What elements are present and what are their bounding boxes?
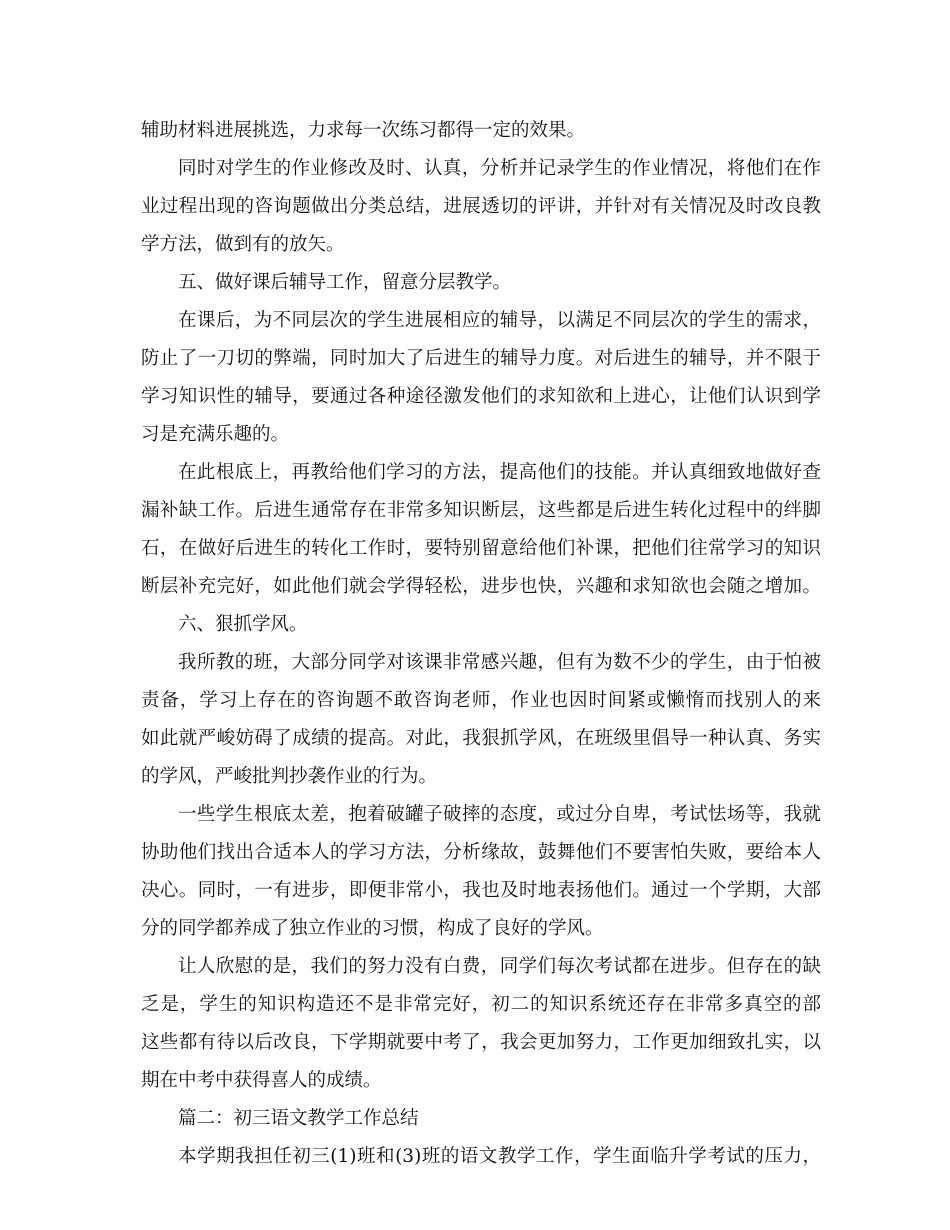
text-line: 五、做好课后辅导工作，留意分层教学。 xyxy=(178,272,512,293)
text-line: 学习知识性的辅导，要通过各种途径激发他们的求知欲和上进心，让他们认识到学 xyxy=(141,386,821,407)
text-line: 漏补缺工作。后进生通常存在非常多知识断层，这些都是后进生转化过程中的绊脚 xyxy=(141,500,821,521)
text-line: 石，在做好后进生的转化工作时，要特别留意给他们补课，把他们往常学习的知识 xyxy=(141,538,821,559)
text-line: 让人欣慰的是，我们的努力没有白费，同学们每次考试都在进步。但存在的缺 xyxy=(178,956,821,977)
text-line: 篇二：初三语文教学工作总结 xyxy=(178,1108,419,1129)
text-line: 责备，学习上存在的咨询题不敢咨询老师，作业也因时间紧或懒惰而找别人的来 xyxy=(141,690,821,711)
text-line: 乏是，学生的知识构造还不是非常完好，初二的知识系统还存在非常多真空的部 xyxy=(141,994,821,1015)
text-line: 我所教的班，大部分同学对该课非常感兴趣，但有为数不少的学生，由于怕被 xyxy=(178,652,821,673)
text-line: 的学风，严峻批判抄袭作业的行为。 xyxy=(141,766,438,787)
text-line: 如此就严峻妨碍了成绩的提高。对此，我狠抓学风，在班级里倡导一种认真、务实 xyxy=(141,728,821,749)
text-line: 断层补充完好，如此他们就会学得轻松，进步也快，兴趣和求知欲也会随之增加。 xyxy=(141,576,821,597)
text-line: 分的同学都养成了独立作业的习惯，构成了良好的学风。 xyxy=(141,918,604,939)
text-line: 六、狠抓学风。 xyxy=(178,614,308,635)
text-line: 一些学生根底太差，抱着破罐子破摔的态度，或过分自卑，考试怯场等，我就 xyxy=(178,804,821,825)
text-line: 在此根底上，再教给他们学习的方法，提高他们的技能。并认真细致地做好查 xyxy=(178,462,821,483)
text-line: 本学期我担任初三(1)班和(3)班的语文教学工作，学生面临升学考试的压力， xyxy=(178,1146,821,1167)
text-line: 辅助材料进展挑选，力求每一次练习都得一定的效果。 xyxy=(141,120,586,141)
text-line: 协助他们找出合适本人的学习方法，分析缘故，鼓舞他们不要害怕失败，要给本人 xyxy=(141,842,821,863)
text-line: 防止了一刀切的弊端，同时加大了后进生的辅导力度。对后进生的辅导，并不限于 xyxy=(141,348,821,369)
text-line: 习是充满乐趣的。 xyxy=(141,424,290,445)
text-line: 期在中考中获得喜人的成绩。 xyxy=(141,1070,382,1091)
text-line: 学方法，做到有的放矢。 xyxy=(141,234,345,255)
document-body xyxy=(141,112,821,1176)
text-line: 同时对学生的作业修改及时、认真，分析并记录学生的作业情况，将他们在作 xyxy=(178,158,821,179)
text-line: 在课后，为不同层次的学生进展相应的辅导，以满足不同层次的学生的需求， xyxy=(178,310,821,331)
text-line: 业过程出现的咨询题做出分类总结，进展透切的评讲，并针对有关情况及时改良教 xyxy=(141,196,821,217)
text-line: 决心。同时，一有进步，即便非常小，我也及时地表扬他们。通过一个学期，大部 xyxy=(141,880,821,901)
text-line: 这些都有待以后改良，下学期就要中考了，我会更加努力，工作更加细致扎实，以 xyxy=(141,1032,821,1053)
